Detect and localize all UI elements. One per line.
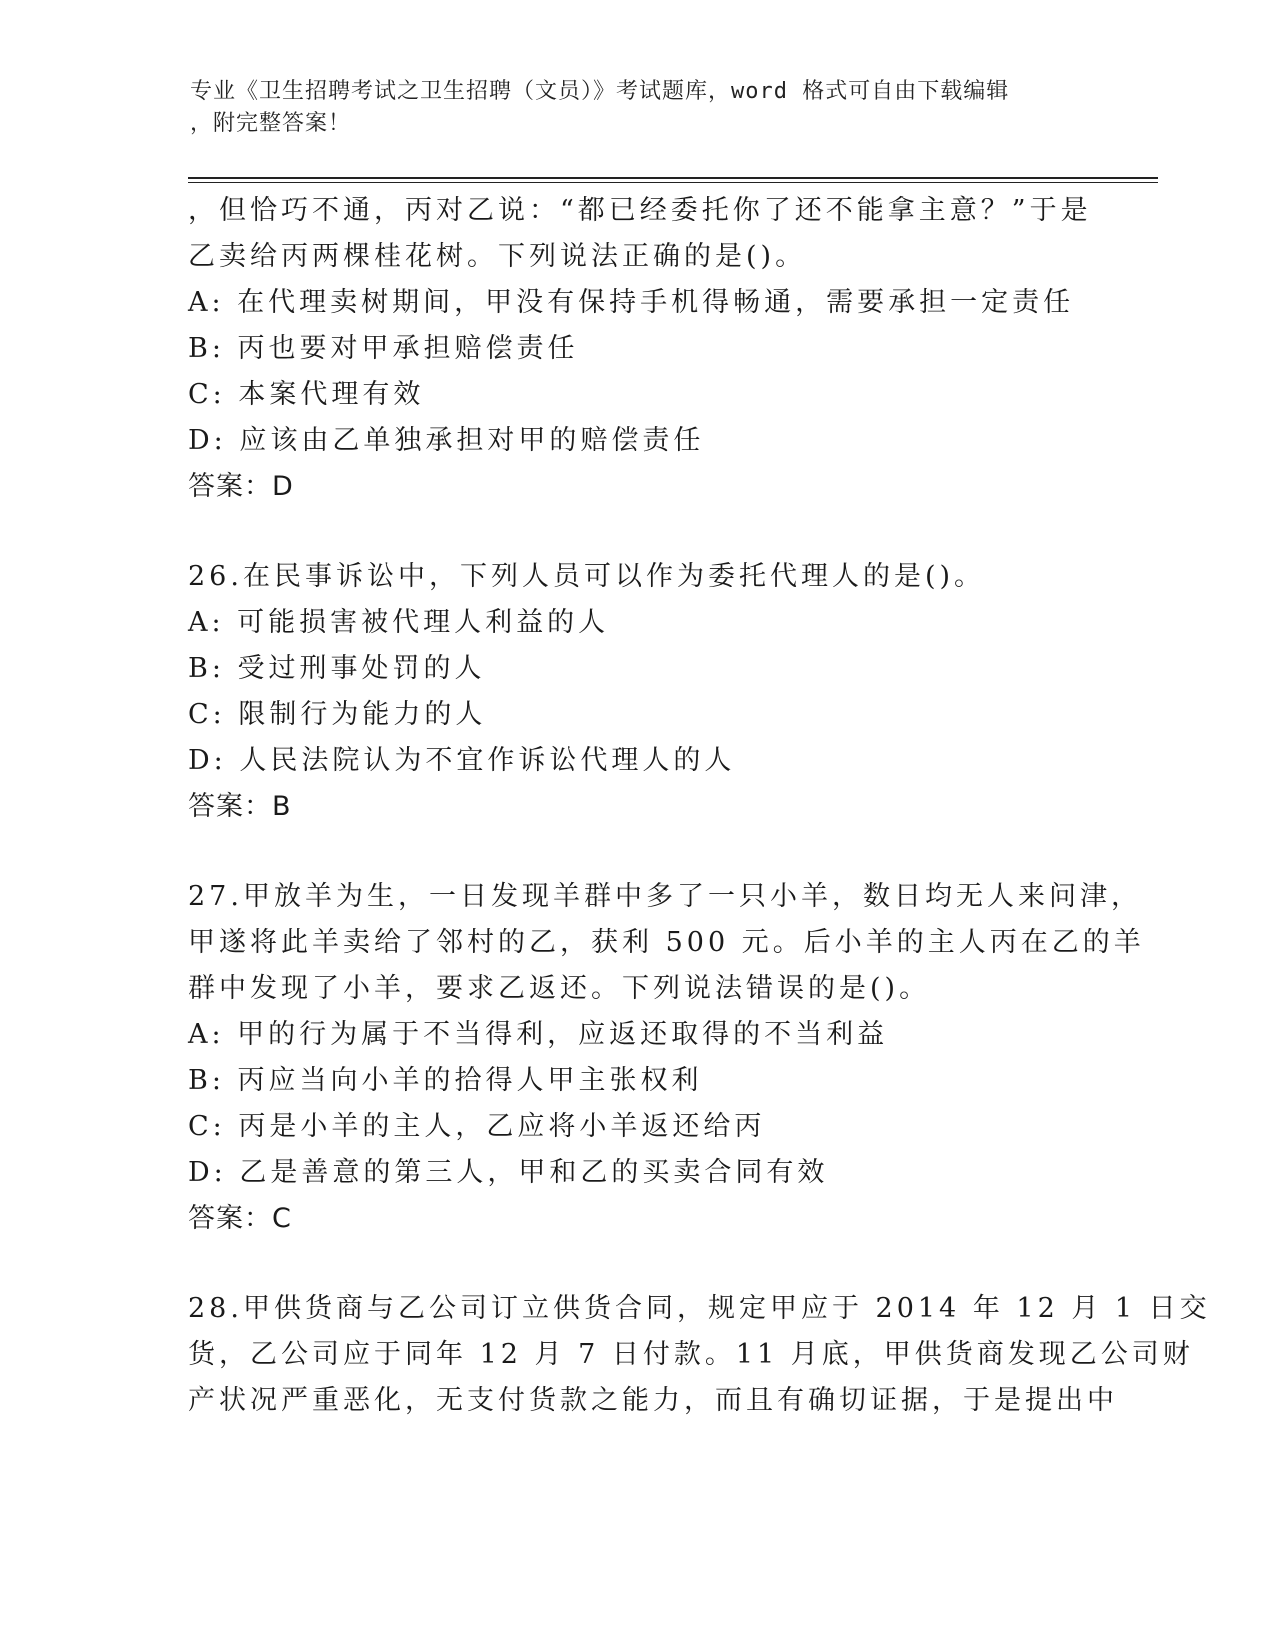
question-text-line: 28.甲供货商与乙公司订立供货合同，规定甲应于 2014 年 12 月 1 日交 [188,1293,1211,1324]
option-d: D: 应该由乙单独承担对甲的赔偿责任 [188,425,705,456]
question-text-line: ，但恰巧不通，丙对乙说：“都已经委托你了还不能拿主意？”于是 [188,195,1092,226]
question-26 [188,554,1168,830]
header-divider-thick [188,177,1158,179]
option-a: A: 甲的行为属于不当得利，应返还取得的不当利益 [188,1019,889,1050]
option-c: C: 丙是小羊的主人，乙应将小羊返还给丙 [188,1111,766,1142]
question-content [188,188,1211,1424]
question-28 [188,1286,1211,1424]
option-c: C: 本案代理有效 [188,379,425,410]
question-text-line: 甲遂将此羊卖给了邻村的乙，获利 500 元。后小羊的主人丙在乙的羊 [188,927,1145,958]
question-text-line: 乙卖给丙两棵桂花树。下列说法正确的是()。 [188,241,807,272]
question-25-continued [188,188,1168,510]
header-line-2: ，附完整答案！ [190,111,352,136]
option-c: C: 限制行为能力的人 [188,699,487,730]
question-text-line: 群中发现了小羊，要求乙返还。下列说法错误的是()。 [188,973,931,1004]
option-a: A: 可能损害被代理人利益的人 [188,607,610,638]
question-text-line: 27.甲放羊为生，一日发现羊群中多了一只小羊，数日均无人来问津， [188,881,1142,912]
option-a: A: 在代理卖树期间，甲没有保持手机得畅通，需要承担一定责任 [188,287,1075,318]
option-d: D: 人民法院认为不宜作诉讼代理人的人 [188,745,736,776]
option-b: B: 丙应当向小羊的拾得人甲主张权利 [188,1065,703,1096]
question-27 [188,874,1168,1242]
page-header [190,76,1090,140]
question-text-line: 26.在民事诉讼中，下列人员可以作为委托代理人的是()。 [188,561,986,592]
option-b: B: 丙也要对甲承担赔偿责任 [188,333,579,364]
answer-line: 答案：C [188,1203,292,1234]
option-d: D: 乙是善意的第三人，甲和乙的买卖合同有效 [188,1157,829,1188]
header-line-1: 专业《卫生招聘考试之卫生招聘（文员）》考试题库，word 格式可自由下载编辑 [190,79,1010,104]
answer-line: 答案：D [188,471,294,502]
answer-line: 答案：B [188,791,292,822]
option-b: B: 受过刑事处罚的人 [188,653,486,684]
header-divider-thin [188,182,1158,183]
question-text-line: 货，乙公司应于同年 12 月 7 日付款。11 月底，甲供货商发现乙公司财 [188,1339,1194,1370]
question-text-line: 产状况严重恶化，无支付货款之能力，而且有确切证据，于是提出中 [188,1385,1118,1416]
